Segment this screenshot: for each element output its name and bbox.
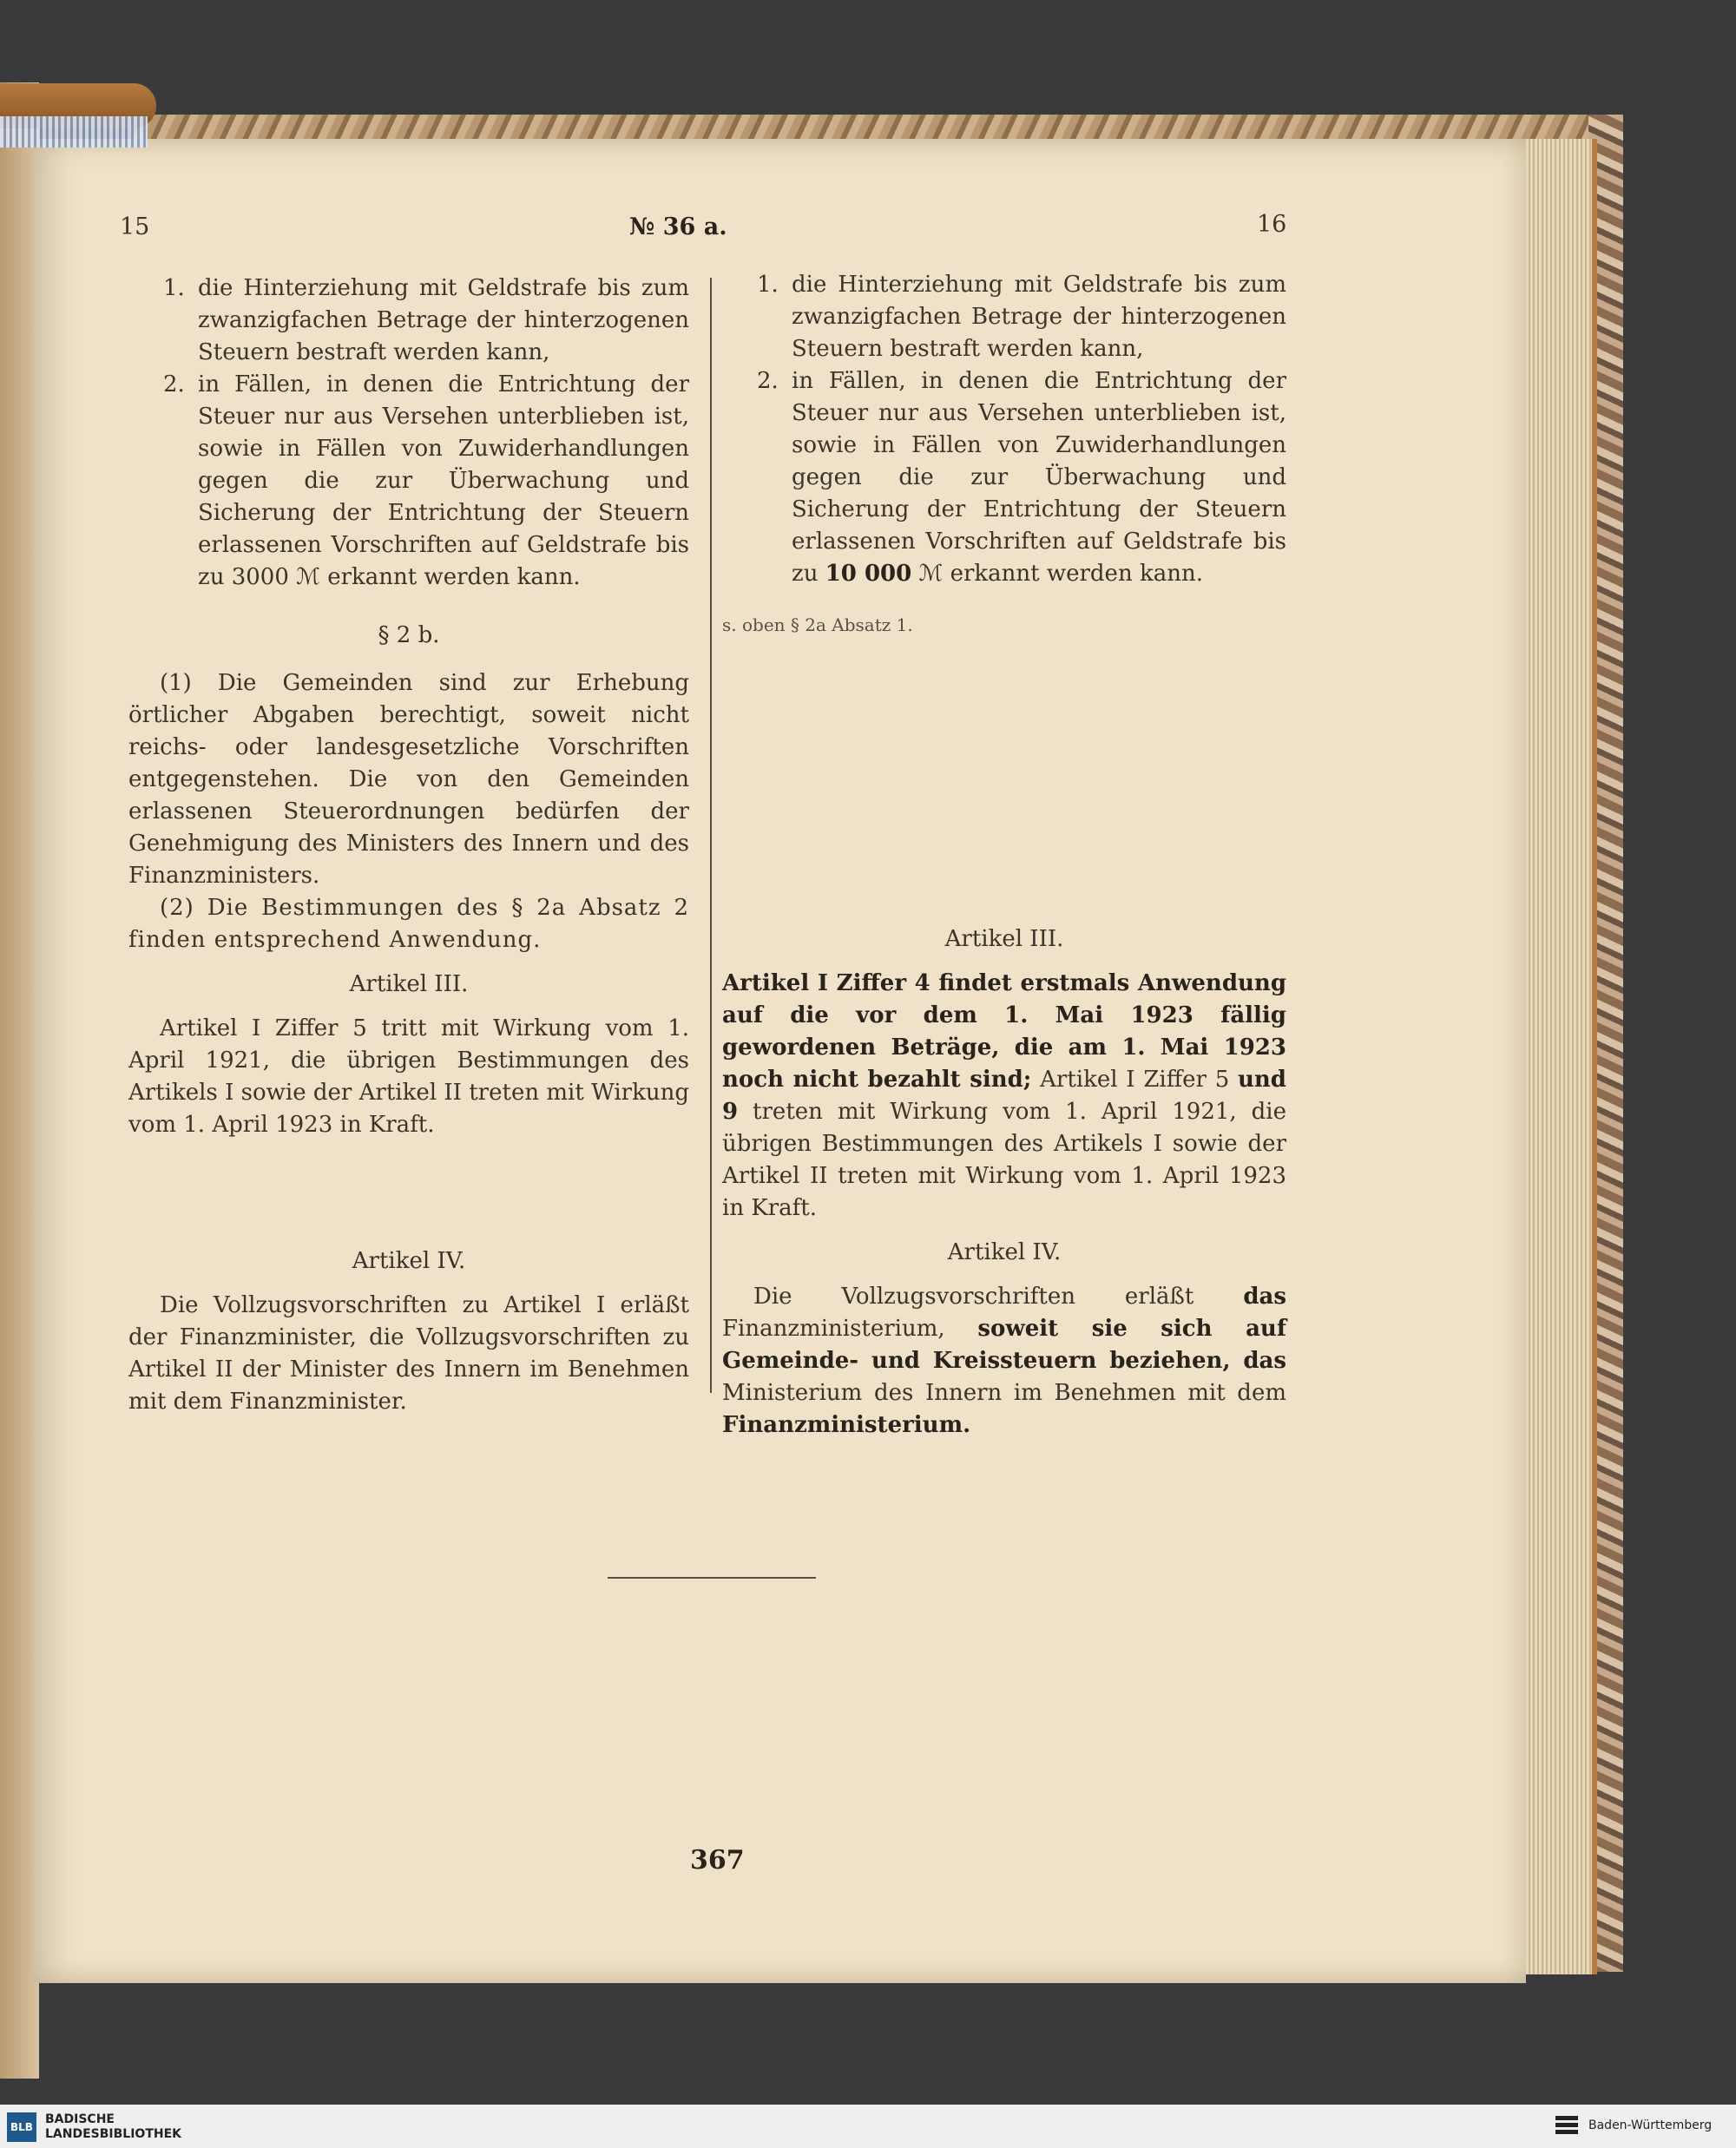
left-column: [128, 273, 689, 1418]
left-art3-title: Artikel III.: [349, 971, 469, 997]
right-item1-num: 1.: [757, 272, 779, 298]
headband: [0, 116, 148, 148]
right-item2-num: 2.: [757, 368, 779, 394]
right-note: s. oben § 2a Absatz 1.: [722, 614, 913, 635]
column-divider: [710, 278, 712, 1393]
right-art3-bold: Artikel I Ziffer 4 findet erstmals Anwendung auf die vor dem 1. Mai 1923 fällig gewordenen Beträge, die am 1. Mai 1923 noch nicht bezahlt sind;: [722, 970, 1286, 1093]
right-page-number: 16: [1257, 211, 1287, 238]
right-art3-title: Artikel III.: [944, 926, 1064, 952]
bottom-page-number: 367: [690, 1845, 745, 1875]
state-crest-icon: [1554, 2112, 1580, 2138]
viewer-footer: [0, 2105, 1736, 2148]
left-item2-num: 2.: [163, 371, 185, 397]
left-para1: (1) Die Gemeinden sind zur Erhebung örtlicher Abgaben berechtigt, soweit nicht reichs- oder landesgesetzliche Vorschriften entgegenstehen. Die von den Gemeinden erlassenen Steuerordnungen bedürfen der Genehmigung des Ministers des Innern und des Finanzministers.: [128, 670, 689, 889]
state-name[interactable]: Baden-Württemberg: [1588, 2118, 1713, 2132]
left-para2: (2) Die Bestimmungen des § 2a Absatz 2 finden entsprechend Anwendung.: [128, 895, 689, 953]
left-section-title: § 2 b.: [378, 622, 440, 648]
right-item1-text: die Hinterziehung mit Geldstrafe bis zum zwanzigfachen Betrage der hinterzogenen Steuern bestraft werden kann,: [792, 272, 1286, 362]
left-page-number: 15: [120, 213, 150, 240]
right-art4-title: Artikel IV.: [947, 1239, 1062, 1265]
left-item1-text: die Hinterziehung mit Geldstrafe bis zum zwanzigfachen Betrage der hinterzogenen Steuern bestraft werden kann,: [198, 275, 689, 365]
left-item1-num: 1.: [163, 275, 185, 301]
blb-logo-icon[interactable]: BLB: [7, 2112, 36, 2142]
left-art4-title: Artikel IV.: [352, 1248, 466, 1274]
right-item2-text: in Fällen, in denen die Entrichtung der Steuer nur aus Versehen unterblieben ist, sowie in Fällen von Zuwiderhandlungen gegen die zur Überwachung und Sicherung der Entrichtung der Steuern erlassenen Vorschriften auf Geldstrafe bis zu 10 000 ℳ erkannt werden kann.: [792, 368, 1286, 587]
right-amount: 10 000: [825, 561, 912, 587]
left-art4-text: Die Vollzugsvorschriften zu Artikel I erläßt der Finanzminister, die Vollzugsvorschriften zu Artikel II der Minister des Innern im Benehmen mit dem Finanzminister.: [128, 1292, 689, 1415]
issue-number: № 36 a.: [629, 213, 727, 240]
right-art3-text: Artikel I Ziffer 4 findet erstmals Anwendung auf die vor dem 1. Mai 1923 fällig gewordenen Beträge, die am 1. Mai 1923 noch nicht bezahlt sind; Artikel I Ziffer 5 und 9 treten mit Wirkung vom 1. April 1921, die übrigen Bestimmungen des Artikels I sowie der Artikel II treten mit Wirkung vom 1. April 1923 in Kraft.: [722, 970, 1286, 1221]
left-item2-text: in Fällen, in denen die Entrichtung der Steuer nur aus Versehen unterblieben ist, sowie in Fällen von Zuwiderhandlungen gegen die zur Überwachung und Sicherung der Entrichtung der Steuern erlassenen Vorschriften auf Geldstrafe bis zu 3000 ℳ erkannt werden kann.: [198, 371, 689, 590]
right-art4-text: Die Vollzugsvorschriften erläßt das Finanzministerium, soweit sie sich auf Gemeinde- und Kreissteuern beziehen, das Ministerium des Innern im Benehmen mit dem Finanzministerium.: [722, 1284, 1286, 1438]
left-art3-text: Artikel I Ziffer 5 tritt mit Wirkung vom 1. April 1921, die übrigen Bestimmungen des Artikels I sowie der Artikel II treten mit Wirkung vom 1. April 1923 in Kraft.: [128, 1015, 689, 1138]
library-name[interactable]: BADISCHE LANDESBIBLIOTHEK: [45, 2112, 182, 2141]
right-column: [722, 269, 1286, 1442]
end-rule: [608, 1577, 816, 1579]
